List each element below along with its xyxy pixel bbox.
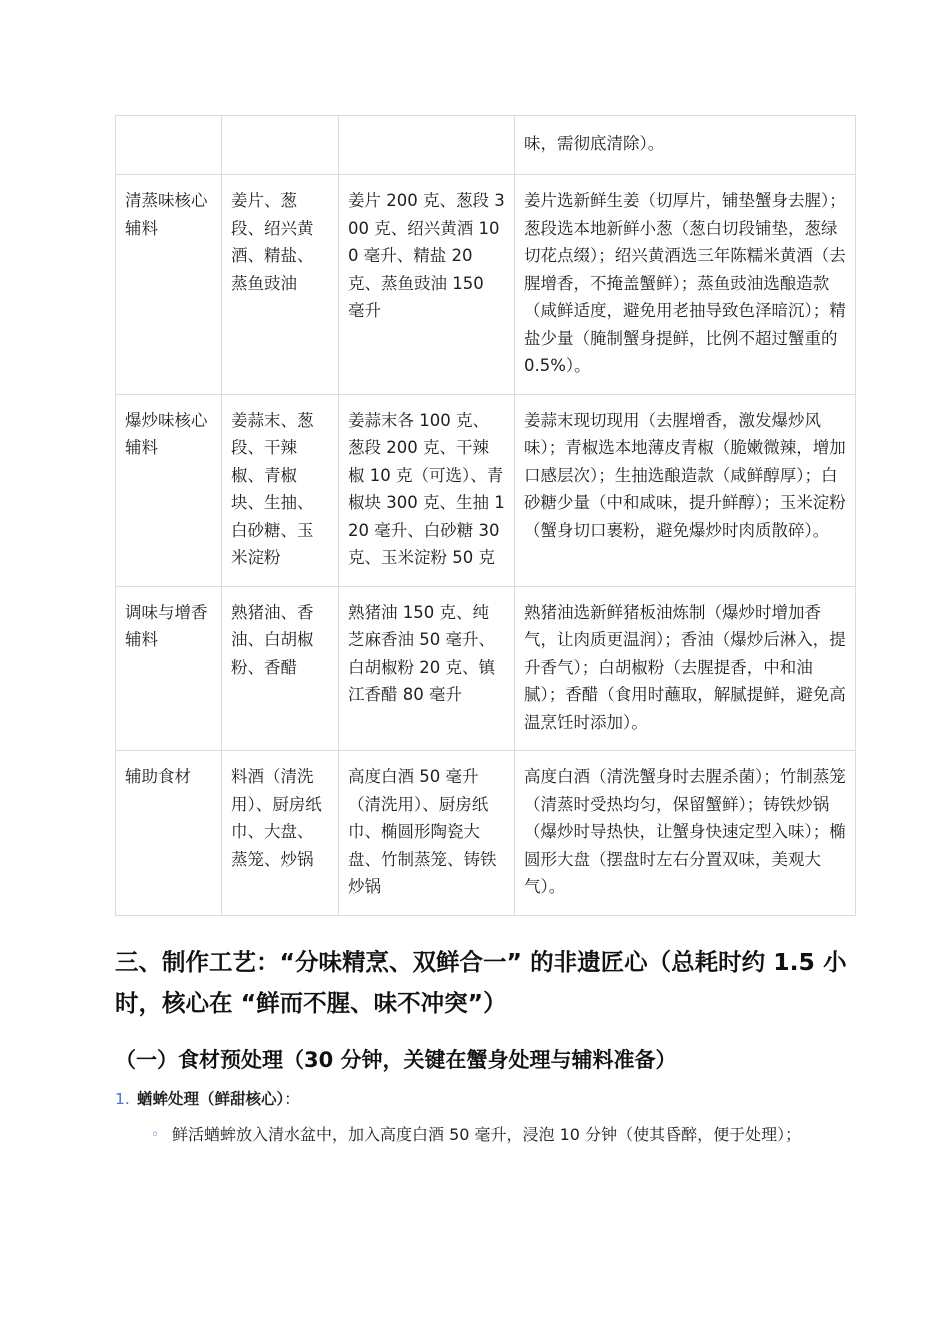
sub-list-item bbox=[151, 1121, 822, 1149]
category-cell bbox=[116, 116, 222, 175]
category-cell: 辅助食材 bbox=[116, 751, 222, 916]
amount-cell: 高度白酒 50 毫升（清洗用）、厨房纸巾、椭圆形陶瓷大盘、竹制蒸笼、铸铁炒锅 bbox=[339, 751, 515, 916]
table-row bbox=[116, 394, 856, 586]
notes-cell: 姜蒜末现切现用（去腥增香，激发爆炒风味）；青椒选本地薄皮青椒（脆嫩微辣，增加口感层次）；生抽选酿造款（咸鲜醇厚）；白砂糖少量（中和咸味，提升鲜醇）；玉米淀粉（蟹身切口裹粉，避免爆炒时肉质散碎）。 bbox=[515, 394, 856, 586]
sub-list-item-text: 鲜活蝤蛑放入清水盆中，加入高度白酒 50 毫升，浸泡 10 分钟（使其昏醉，便于处理）； bbox=[172, 1124, 802, 1144]
category-cell: 调味与增香辅料 bbox=[116, 586, 222, 751]
amount-cell: 姜片 200 克、葱段 300 克、绍兴黄酒 100 毫升、精盐 20 克、蒸鱼豉油 150 毫升 bbox=[339, 175, 515, 395]
items-cell: 姜蒜末、葱段、干辣椒、青椒块、生抽、白砂糖、玉米淀粉 bbox=[222, 394, 339, 586]
list-item bbox=[115, 1087, 855, 1111]
table-row bbox=[116, 175, 856, 395]
ingredients-table bbox=[115, 115, 856, 916]
items-cell: 熟猪油、香油、白胡椒粉、香醋 bbox=[222, 586, 339, 751]
list-item-suffix: ： bbox=[284, 1089, 300, 1108]
subsection-heading: （一）食材预处理（30 分钟，关键在蟹身处理与辅料准备） bbox=[115, 1047, 677, 1072]
amount-cell bbox=[339, 116, 515, 175]
amount-cell: 姜蒜末各 100 克、葱段 200 克、干辣椒 10 克（可选）、青椒块 300 克、生抽 120 毫升、白砂糖 30 克、玉米淀粉 50 克 bbox=[339, 394, 515, 586]
hollow-circle-bullet-icon: ◦ bbox=[151, 1126, 160, 1143]
category-cell: 爆炒味核心辅料 bbox=[116, 394, 222, 586]
items-cell bbox=[222, 116, 339, 175]
table-row bbox=[116, 751, 856, 916]
section-heading: 三、制作工艺：“分味精烹、双鲜合一” 的非遗匠心（总耗时约 1.5 小时，核心在 “鲜而不腥、味不冲突”） bbox=[115, 947, 847, 1017]
notes-cell: 高度白酒（清洗蟹身时去腥杀菌）；竹制蒸笼（清蒸时受热均匀，保留蟹鲜）；铸铁炒锅（爆炒时导热快，让蟹身快速定型入味）；椭圆形大盘（摆盘时左右分置双味，美观大气）。 bbox=[515, 751, 856, 916]
table-row bbox=[116, 586, 856, 751]
items-cell: 料酒（清洗用）、厨房纸巾、大盘、蒸笼、炒锅 bbox=[222, 751, 339, 916]
notes-cell: 味，需彻底清除）。 bbox=[515, 116, 856, 175]
amount-cell: 熟猪油 150 克、纯芝麻香油 50 毫升、白胡椒粉 20 克、镇江香醋 80 毫升 bbox=[339, 586, 515, 751]
table-row bbox=[116, 116, 856, 175]
category-cell: 清蒸味核心辅料 bbox=[116, 175, 222, 395]
notes-cell: 姜片选新鲜生姜（切厚片，铺垫蟹身去腥）；葱段选本地新鲜小葱（葱白切段铺垫，葱绿切花点缀）；绍兴黄酒选三年陈糯米黄酒（去腥增香，不掩盖蟹鲜）；蒸鱼豉油选酿造款（咸鲜适度，避免用老抽导致色泽暗沉）；精盐少量（腌制蟹身提鲜，比例不超过蟹重的 0.5%）。 bbox=[515, 175, 856, 395]
list-item-title: 蝤蛑处理（鲜甜核心） bbox=[137, 1089, 285, 1108]
items-cell: 姜片、葱段、绍兴黄酒、精盐、蒸鱼豉油 bbox=[222, 175, 339, 395]
list-number: 1. bbox=[115, 1089, 130, 1108]
notes-cell: 熟猪油选新鲜猪板油炼制（爆炒时增加香气，让肉质更温润）；香油（爆炒后淋入，提升香气）；白胡椒粉（去腥提香，中和油腻）；香醋（食用时蘸取，解腻提鲜，避免高温烹饪时添加）。 bbox=[515, 586, 856, 751]
document-page bbox=[115, 115, 855, 1149]
